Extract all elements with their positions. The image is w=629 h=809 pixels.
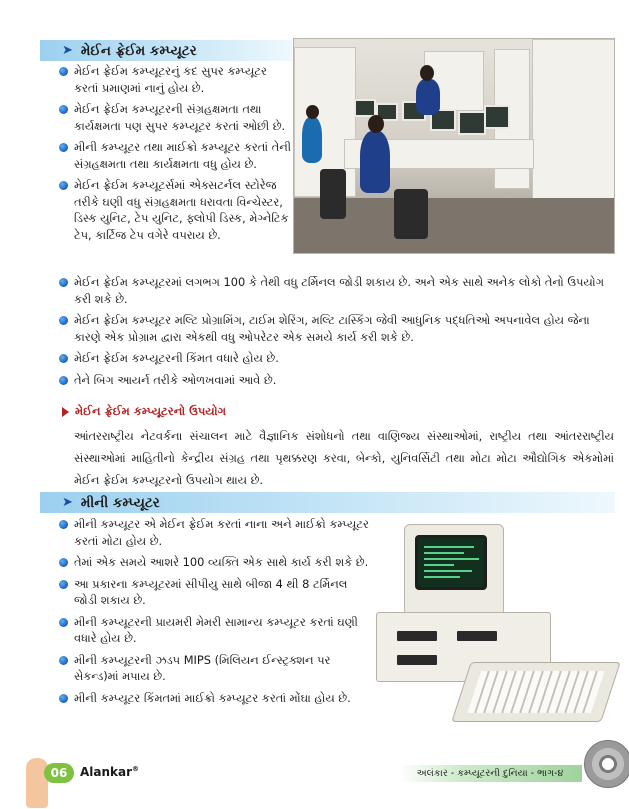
bullet-icon	[59, 656, 68, 665]
mainframe-uses-subheading	[62, 404, 226, 419]
mainframe-uses-paragraph: આંતરરાષ્ટ્રીય નેટવર્કના સંચાલન માટે વૈજ્ઞાનિક સંશોધનો તથા વાણિજ્ય સંસ્થાઓમાં, રાષ્ટ્રીય તથા આંતરરાષ્ટ્રીય સંસ્થાઓમાં માહિતીનો કેન્દ્રીય સંગ્રહ તથા પૃથક્કરણ કરવા, બેન્કો, યુનિવર્સિટી તથા મોટા મોટા ઔદ્યોગિક એકમોમાં મેઈન ફ્રેઈમ કમ્પ્યૂટરનો ઉપયોગ થાય છે.	[74, 429, 614, 487]
bullet-icon	[59, 316, 68, 325]
bullet-icon	[59, 558, 68, 567]
list-item: મીની કમ્પ્યૂટરની ઝડપ MIPS (મિલિયન ઈન્સ્ટ્રક્શન પર સેકન્ડ)માં મપાય છે.	[58, 652, 370, 685]
bullet-icon	[59, 618, 68, 627]
section-heading-text: મેઈન ફ્રેઈમ કમ્પ્યૂટર	[80, 42, 197, 59]
arrow-right-icon: ➤	[62, 43, 73, 58]
minicomputer-photo	[366, 512, 616, 750]
list-item: મીની કમ્પ્યૂટર તથા માઈક્રો કમ્પ્યૂટર કરતાં તેની સંગ્રહક્ષમતા તથા કાર્યક્ષમતા વધુ હોય છે.	[58, 139, 292, 172]
bullet-icon	[59, 376, 68, 385]
footer-series-title: અલંકાર - કમ્પ્યૂટરની દુનિયા - ભાગ-૪	[398, 765, 582, 782]
minicomputer-bullets	[58, 516, 370, 711]
mainframe-bullets-narrow	[58, 63, 292, 248]
list-item: મીની કમ્પ્યૂટર એ મેઈન ફ્રેઈમ કરતાં નાના અને માઈક્રો કમ્પ્યૂટર કરતાં મોટા હોય છે.	[58, 516, 370, 549]
mainframe-bullets-wide	[58, 274, 618, 393]
list-item: તેને બિગ આયર્ન તરીકે ઓળખવામાં આવે છે.	[58, 372, 618, 389]
bullet-icon	[59, 520, 68, 529]
subheading-text: મેઈન ફ્રેઈમ કમ્પ્યૂટરનો ઉપયોગ	[75, 404, 226, 418]
page-number: 06	[44, 763, 74, 783]
list-item: મેઈન ફ્રેઈમ કમ્પ્યૂટરનું કદ સુપર કમ્પ્યૂટર કરતાં પ્રમાણમાં નાનું હોય છે.	[58, 63, 292, 96]
section-heading-text: મીની કમ્પ્યૂટર	[80, 494, 160, 511]
list-item: મેઈન ફ્રેઈમ કમ્પ્યૂટરમાં લગભગ 100 કે તેથી વધુ ટર્મિનલ જોડી શકાય છે. અને એક સાથે અનેક લોકો તેનો ઉપયોગ કરી શકે છે.	[58, 274, 618, 307]
bullet-icon	[59, 67, 68, 76]
list-item: મેઈન ફ્રેઈમ કમ્પ્યૂટર મલ્ટિ પ્રોગ્રામિંગ, ટાઈમ શેરિંગ, મલ્ટિ ટાસ્કિંગ જેવી આધુનિક પદ્ધતિઓ અપનાવેલ હોય જેના કારણે એક પ્રોગ્રામ દ્વારા એકથી વધુ ઓપરેટર એક સમયે કાર્ય કરી શકે છે.	[58, 312, 618, 345]
list-item: મેઈન ફ્રેઈમ કમ્પ્યૂટરની કિંમત વધારે હોય છે.	[58, 350, 618, 367]
list-item: આ પ્રકારના કમ્પ્યૂટરમાં સીપીયુ સાથે બીજા 4 થી 8 ટર્મિનલ જોડી શકાય છે.	[58, 576, 370, 609]
bullet-icon	[59, 354, 68, 363]
list-item: મીની કમ્પ્યૂટરની પ્રાયમરી મેમરી સામાન્ય કમ્પ્યૂટર કરતાં ઘણી વધારે હોય છે.	[58, 614, 370, 647]
list-item: મીની કમ્પ્યૂટર કિંમતમાં માઈક્રો કમ્પ્યૂટર કરતાં મોંઘા હોય છે.	[58, 690, 370, 707]
bullet-icon	[59, 181, 68, 190]
section-heading-mainframe	[40, 40, 292, 61]
list-item: મેઈન ફ્રેઈમ કમ્પ્યૂટરની સંગ્રહક્ષમતા તથા કાર્યક્ષમતા પણ સુપર કમ્પ્યૂટર કરતાં ઓછી છે.	[58, 101, 292, 134]
list-item: તેમાં એક સમયે આશરે 100 વ્યક્તિ એક સાથે કાર્ય કરી શકે છે.	[58, 554, 370, 571]
triangle-right-icon	[62, 407, 69, 417]
bullet-icon	[59, 278, 68, 287]
bullet-icon	[59, 105, 68, 114]
list-item: મેઈન ફ્રેઈમ કમ્પ્યૂટર્સમાં એક્સટર્નલ સ્ટોરેજ તરીકે ઘણી વધુ સંગ્રહક્ષમતા ધરાવતા વિન્ચેસ્ટર, ડિસ્ક યુનિટ, ટેપ યુનિટ, ફ્લોપી ડિસ્ક, મેગ્નેટિક ટેપ, કાર્ટિજ ટેપ વગેરે વપરાય છે.	[58, 177, 292, 243]
mainframe-room-photo	[293, 38, 615, 254]
hand-graphic-icon	[26, 758, 48, 808]
bullet-icon	[59, 143, 68, 152]
cd-disc-icon	[584, 740, 629, 788]
brand-logo: Alankar®	[80, 765, 140, 779]
bullet-icon	[59, 694, 68, 703]
arrow-right-icon: ➤	[62, 495, 73, 510]
section-heading-minicomputer	[40, 492, 615, 513]
bullet-icon	[59, 580, 68, 589]
